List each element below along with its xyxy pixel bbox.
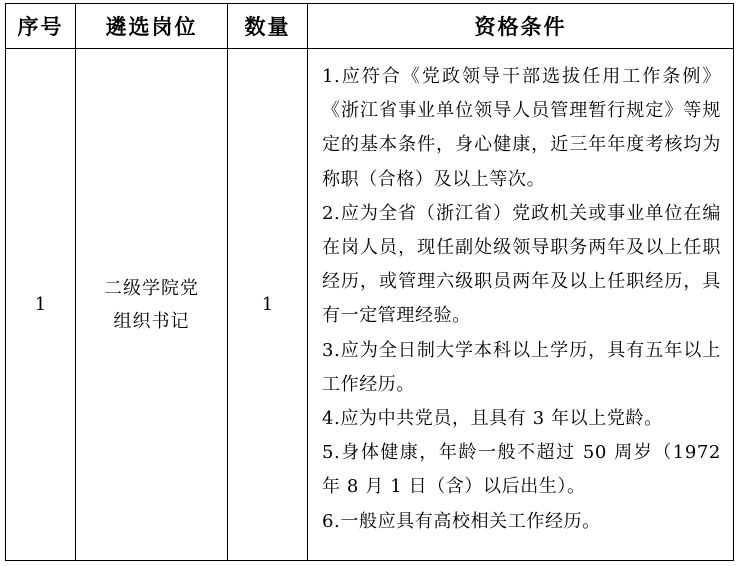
row-index: 1 bbox=[6, 49, 76, 561]
post-line: 组织书记 bbox=[113, 310, 190, 332]
row-post bbox=[76, 49, 228, 561]
table-row bbox=[6, 49, 734, 561]
requirement-item: 4.应为中共党员，且具有 3 年以上党龄。 bbox=[322, 408, 663, 430]
row-count: 1 bbox=[228, 49, 308, 561]
header-index: 序号 bbox=[6, 4, 76, 49]
table-header-row bbox=[6, 4, 734, 49]
header-count: 数量 bbox=[228, 4, 308, 49]
positions-table bbox=[5, 3, 734, 561]
post-line: 二级学院党 bbox=[104, 277, 199, 299]
requirement-item: 2.应为全省（浙江省）党政机关或事业单位在编在岗人员，现任副处级领导职务两年及以上任职经历，或管理六级职员两年及以上任职经历，具有一定管理经验。 bbox=[322, 202, 721, 327]
header-post: 遴选岗位 bbox=[76, 4, 228, 49]
requirement-item: 1.应符合《党政领导干部选拔任用工作条例》《浙江省事业单位领导人员管理暂行规定》等规定的基本条件，身心健康，近三年年度考核均为称职（合格）及以上等次。 bbox=[322, 66, 721, 190]
requirement-item: 5.身体健康，年龄一般不超过 50 周岁（1972 年 8 月 1 日（含）以后出生）。 bbox=[322, 442, 721, 498]
header-requirements: 资格条件 bbox=[308, 4, 734, 49]
requirement-item: 3.应为全日制大学本科以上学历，具有五年以上工作经历。 bbox=[322, 339, 721, 395]
row-requirements bbox=[308, 49, 734, 561]
requirement-item: 6.一般应具有高校相关工作经历。 bbox=[322, 510, 601, 532]
